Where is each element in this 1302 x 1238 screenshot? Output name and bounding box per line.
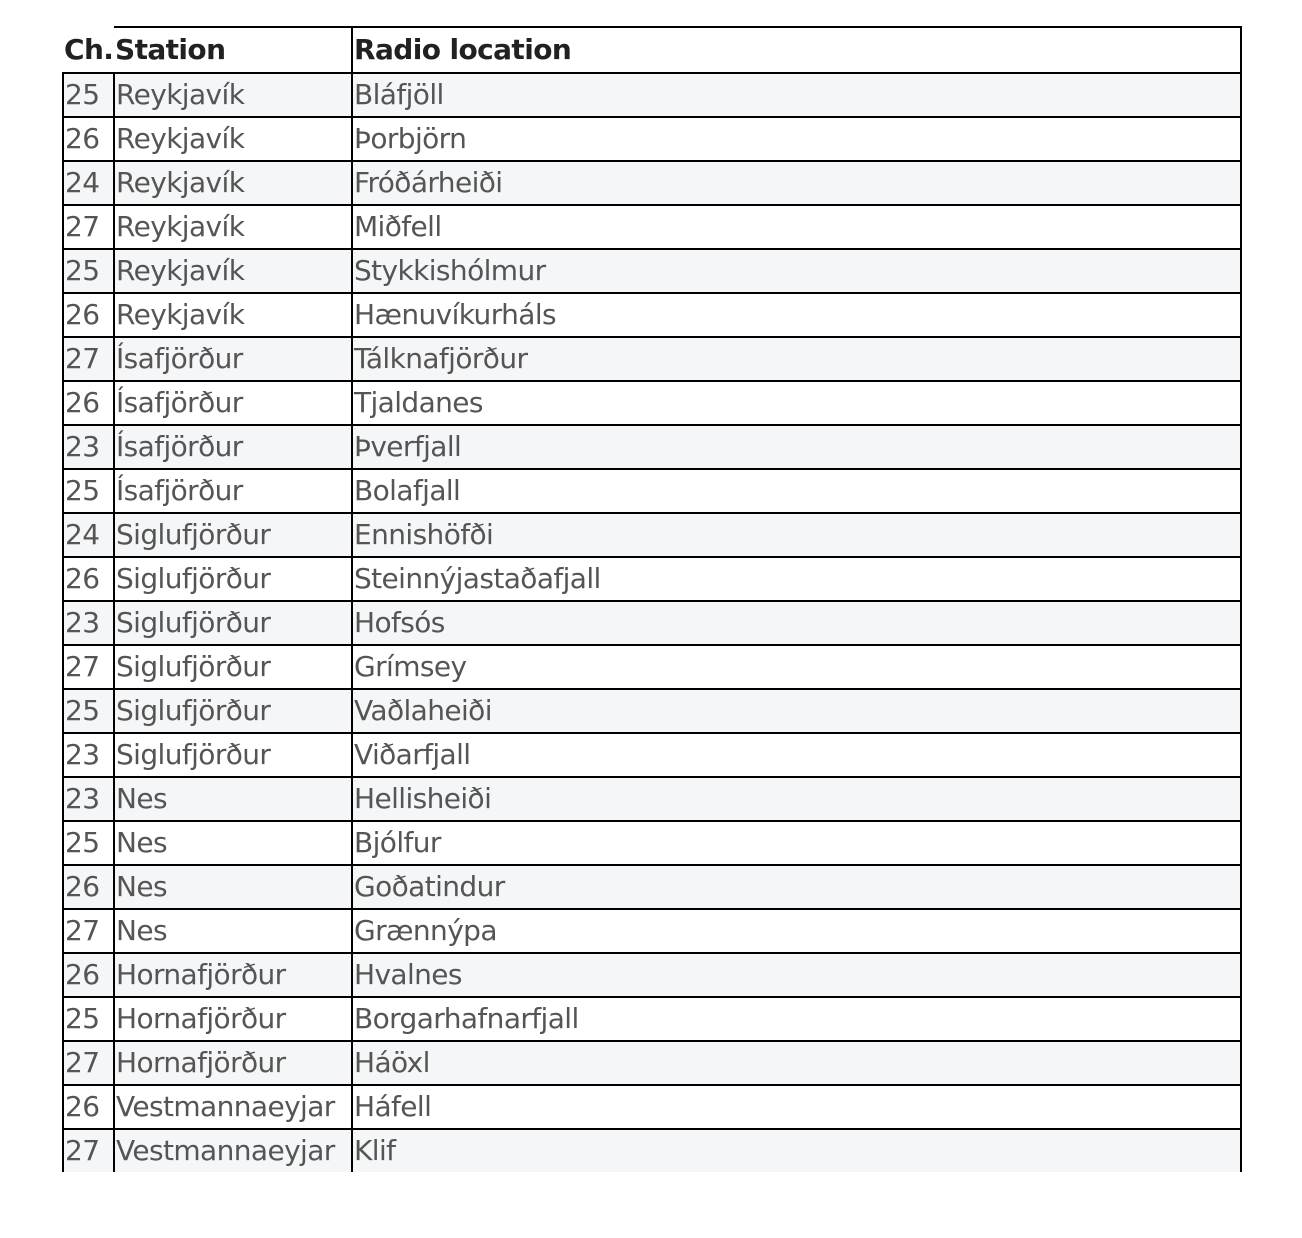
cell-channel: 26 <box>63 381 114 425</box>
cell-station: Vestmannaeyjar <box>114 1129 352 1172</box>
cell-channel: 27 <box>63 909 114 953</box>
cell-channel: 24 <box>63 513 114 557</box>
cell-station: Ísafjörður <box>114 469 352 513</box>
cell-station: Siglufjörður <box>114 645 352 689</box>
cell-radio-location: Goðatindur <box>352 865 1241 909</box>
cell-channel: 26 <box>63 117 114 161</box>
cell-radio-location: Viðarfjall <box>352 733 1241 777</box>
cell-station: Hornafjörður <box>114 997 352 1041</box>
cell-radio-location: Tjaldanes <box>352 381 1241 425</box>
table-row <box>63 337 1241 381</box>
table-row <box>63 117 1241 161</box>
cell-radio-location: Vaðlaheiði <box>352 689 1241 733</box>
table-header <box>63 27 1241 73</box>
column-header-station: Station <box>114 27 352 73</box>
cell-channel: 25 <box>63 73 114 117</box>
column-header-channel: Ch. <box>63 27 114 73</box>
cell-channel: 26 <box>63 953 114 997</box>
table-row <box>63 513 1241 557</box>
cell-channel: 25 <box>63 997 114 1041</box>
cell-channel: 27 <box>63 1041 114 1085</box>
cell-channel: 26 <box>63 557 114 601</box>
cell-station: Nes <box>114 777 352 821</box>
table-row <box>63 601 1241 645</box>
table-row <box>63 733 1241 777</box>
cell-station: Ísafjörður <box>114 337 352 381</box>
radio-stations-table <box>62 26 1242 1172</box>
table-row <box>63 909 1241 953</box>
cell-radio-location: Bjólfur <box>352 821 1241 865</box>
table-row <box>63 865 1241 909</box>
table-row <box>63 293 1241 337</box>
table-row <box>63 73 1241 117</box>
cell-channel: 25 <box>63 249 114 293</box>
table-body <box>63 73 1241 1172</box>
cell-radio-location: Grímsey <box>352 645 1241 689</box>
table-row <box>63 425 1241 469</box>
cell-radio-location: Miðfell <box>352 205 1241 249</box>
table-row <box>63 689 1241 733</box>
cell-radio-location: Háöxl <box>352 1041 1241 1085</box>
cell-channel: 26 <box>63 293 114 337</box>
cell-station: Siglufjörður <box>114 513 352 557</box>
cell-station: Hornafjörður <box>114 953 352 997</box>
cell-channel: 25 <box>63 821 114 865</box>
cell-station: Reykjavík <box>114 161 352 205</box>
cell-channel: 24 <box>63 161 114 205</box>
table-row <box>63 821 1241 865</box>
table-row <box>63 953 1241 997</box>
table-row <box>63 161 1241 205</box>
cell-channel: 25 <box>63 469 114 513</box>
cell-radio-location: Hvalnes <box>352 953 1241 997</box>
cell-radio-location: Grænnýpa <box>352 909 1241 953</box>
table-row <box>63 249 1241 293</box>
cell-radio-location: Bolafjall <box>352 469 1241 513</box>
column-header-radio-location: Radio location <box>352 27 1241 73</box>
cell-station: Reykjavík <box>114 249 352 293</box>
table-row <box>63 997 1241 1041</box>
cell-channel: 27 <box>63 337 114 381</box>
cell-radio-location: Stykkishólmur <box>352 249 1241 293</box>
cell-radio-location: Þverfjall <box>352 425 1241 469</box>
cell-channel: 27 <box>63 1129 114 1172</box>
cell-radio-location: Hofsós <box>352 601 1241 645</box>
cell-channel: 23 <box>63 733 114 777</box>
table-row <box>63 645 1241 689</box>
cell-channel: 23 <box>63 777 114 821</box>
cell-radio-location: Þorbjörn <box>352 117 1241 161</box>
cell-radio-location: Bláfjöll <box>352 73 1241 117</box>
cell-radio-location: Steinnýjastaðafjall <box>352 557 1241 601</box>
table-row <box>63 205 1241 249</box>
cell-radio-location: Klif <box>352 1129 1241 1172</box>
cell-radio-location: Tálknafjörður <box>352 337 1241 381</box>
cell-station: Nes <box>114 909 352 953</box>
cell-station: Reykjavík <box>114 73 352 117</box>
cell-radio-location: Hellisheiði <box>352 777 1241 821</box>
table-row <box>63 777 1241 821</box>
table-row <box>63 1041 1241 1085</box>
table-row <box>63 557 1241 601</box>
cell-station: Nes <box>114 865 352 909</box>
cell-station: Ísafjörður <box>114 425 352 469</box>
cell-station: Vestmannaeyjar <box>114 1085 352 1129</box>
cell-station: Siglufjörður <box>114 733 352 777</box>
cell-radio-location: Háfell <box>352 1085 1241 1129</box>
cell-channel: 26 <box>63 1085 114 1129</box>
header-row <box>63 27 1241 73</box>
cell-channel: 27 <box>63 645 114 689</box>
cell-station: Ísafjörður <box>114 381 352 425</box>
cell-channel: 25 <box>63 689 114 733</box>
cell-radio-location: Fróðárheiði <box>352 161 1241 205</box>
table-row <box>63 1085 1241 1129</box>
cell-station: Hornafjörður <box>114 1041 352 1085</box>
cell-radio-location: Ennishöfði <box>352 513 1241 557</box>
table-row <box>63 1129 1241 1172</box>
cell-station: Nes <box>114 821 352 865</box>
cell-station: Reykjavík <box>114 293 352 337</box>
cell-station: Siglufjörður <box>114 689 352 733</box>
cell-channel: 26 <box>63 865 114 909</box>
table-row <box>63 381 1241 425</box>
cell-station: Siglufjörður <box>114 557 352 601</box>
cell-station: Reykjavík <box>114 117 352 161</box>
table-row <box>63 469 1241 513</box>
cell-radio-location: Borgarhafnarfjall <box>352 997 1241 1041</box>
cell-channel: 23 <box>63 601 114 645</box>
cell-station: Reykjavík <box>114 205 352 249</box>
cell-station: Siglufjörður <box>114 601 352 645</box>
cell-radio-location: Hænuvíkurháls <box>352 293 1241 337</box>
radio-stations-table-container <box>62 26 1242 1172</box>
cell-channel: 27 <box>63 205 114 249</box>
cell-channel: 23 <box>63 425 114 469</box>
